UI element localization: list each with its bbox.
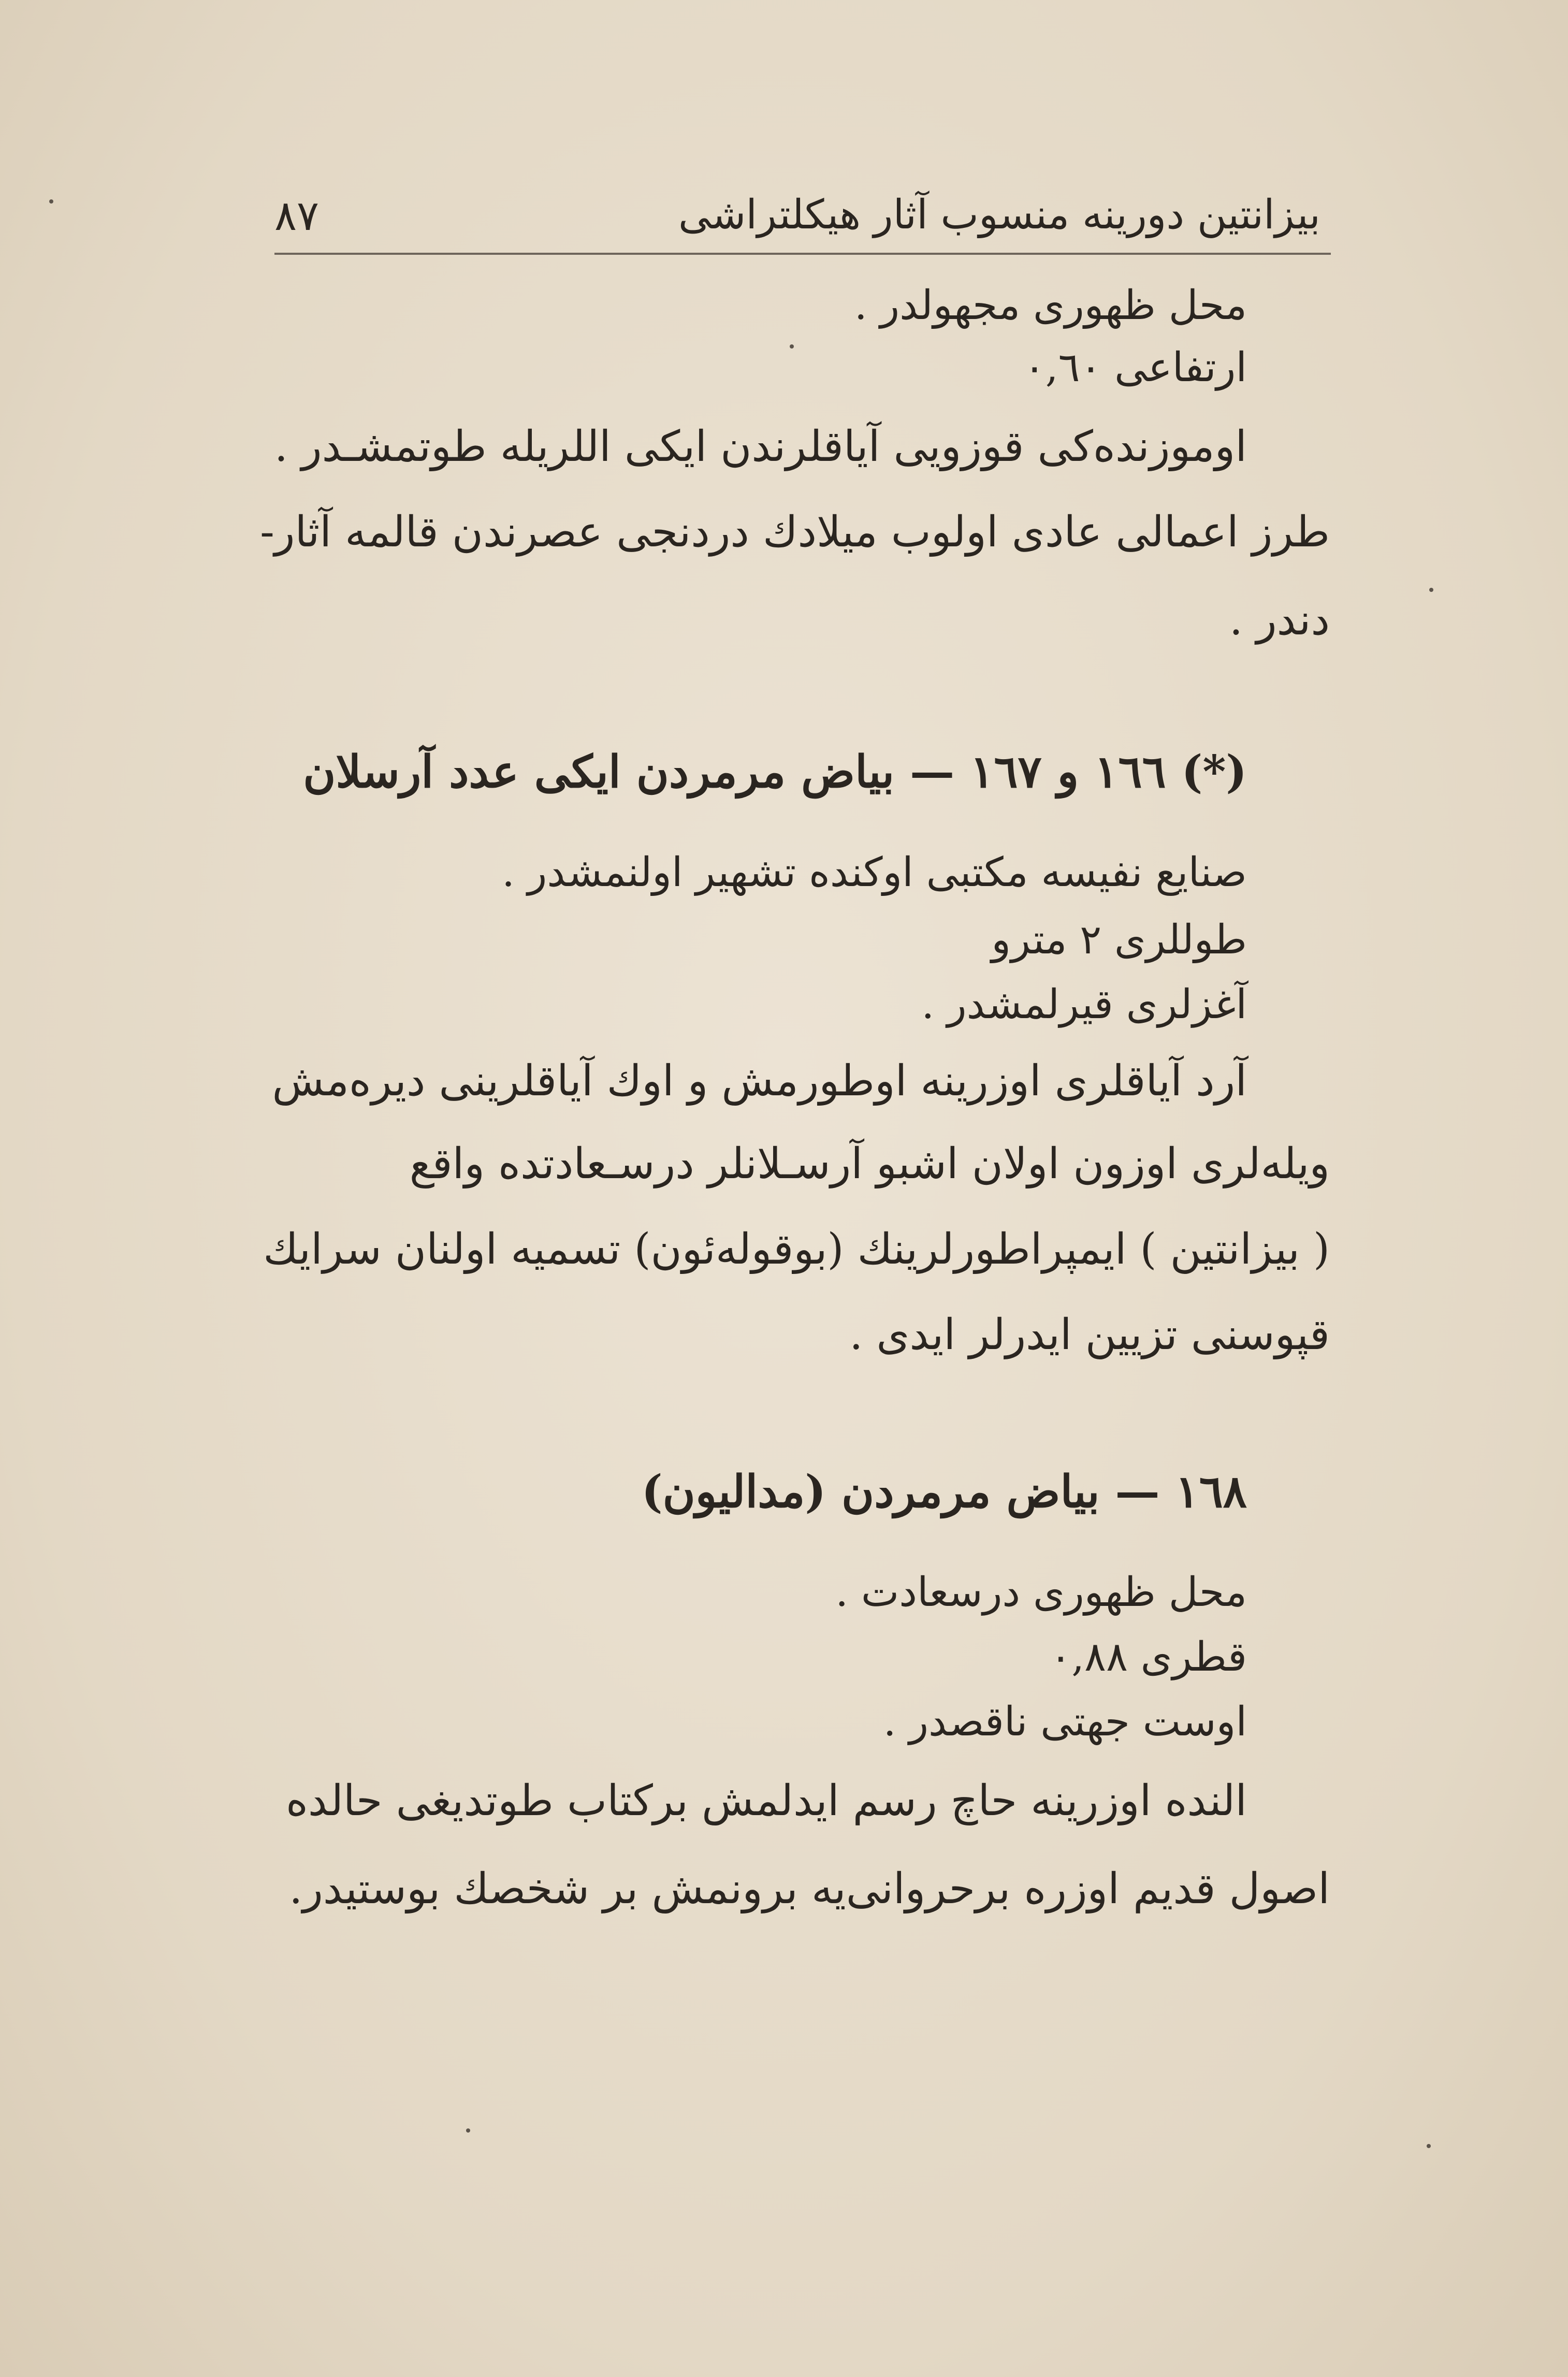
entry-166-paragraph-line-2: ویله‌لری اوزون اولان اشبو آرسـلانلر درسـعادتده واقع xyxy=(409,1139,1330,1188)
entry-a-provenance: محل ظهوری مجهولدر . xyxy=(854,282,1247,329)
entry-168-paragraph-line-2: اصول قدیم اوزره برحروانی‌یه برونمش بر شخصك بوستیدر. xyxy=(289,1864,1330,1914)
page-number: ٨٧ xyxy=(274,192,319,240)
entry-a-paragraph-line-2: طرز اعمالی عادی اولوب میلادك دردنجی عصرندن قالمه آثار- xyxy=(260,508,1330,557)
entry-166-paragraph-line-1: آرد آیاقلری اوزرینه اوطورمش و اوك آیاقلرینی دیره‌مش xyxy=(272,1056,1247,1106)
entry-166-heading: (*) ١٦٦ و ١٦٧ — بیاض مرمردن ایکی عدد آرسلان xyxy=(303,746,1247,798)
paper-speck xyxy=(790,344,794,349)
entry-a-paragraph-line-3: دندر . xyxy=(1229,596,1330,645)
entry-168-provenance: محل ظهوری درسعادت . xyxy=(835,1569,1247,1616)
entry-168-paragraph-line-1: الندە اوزرینه حاچ رسم ایدلمش برکتاب طوتدیغی حالده xyxy=(285,1776,1247,1825)
entry-a-paragraph-line-1: اوموزنده‌کی قوزویی آیاقلرندن ایکی اللریله طوتمشـدر . xyxy=(274,422,1247,471)
entry-166-location: صنایع نفیسه مکتبی اوکنده تشهیر اولنمشدر . xyxy=(502,849,1247,896)
paper-speck xyxy=(466,2128,470,2133)
paper-speck xyxy=(49,199,53,204)
entry-168-condition: اوست جهتی ناقصدر . xyxy=(883,1699,1247,1745)
entry-168-heading: ١٦٨ — بیاض مرمردن (مدالیون) xyxy=(641,1466,1247,1518)
running-header xyxy=(274,181,1320,249)
entry-168-diameter: قطری ٠,٨٨ xyxy=(1050,1634,1247,1680)
paper-speck xyxy=(1429,588,1433,592)
header-rule xyxy=(274,253,1331,255)
entry-166-length: طوللری ٢ مترو xyxy=(991,917,1247,963)
running-title: بیزانتین دورینه منسوب آثار هیکلتراشی xyxy=(678,192,1320,238)
entry-166-paragraph-line-3: ( بیزانتین ) ایمپراطورلرینك (بوقوله‌ئون) تسمیه اولنان سرایك xyxy=(263,1225,1330,1274)
entry-a-height: ارتفاعی ٠,٦٠ xyxy=(1023,344,1247,391)
entry-166-paragraph-line-4: قپوسنی تزیین ایدرلر ایدی . xyxy=(849,1310,1330,1359)
paper-speck xyxy=(1427,2144,1431,2148)
entry-166-condition: آغزلری قیرلمشدر . xyxy=(921,981,1247,1028)
